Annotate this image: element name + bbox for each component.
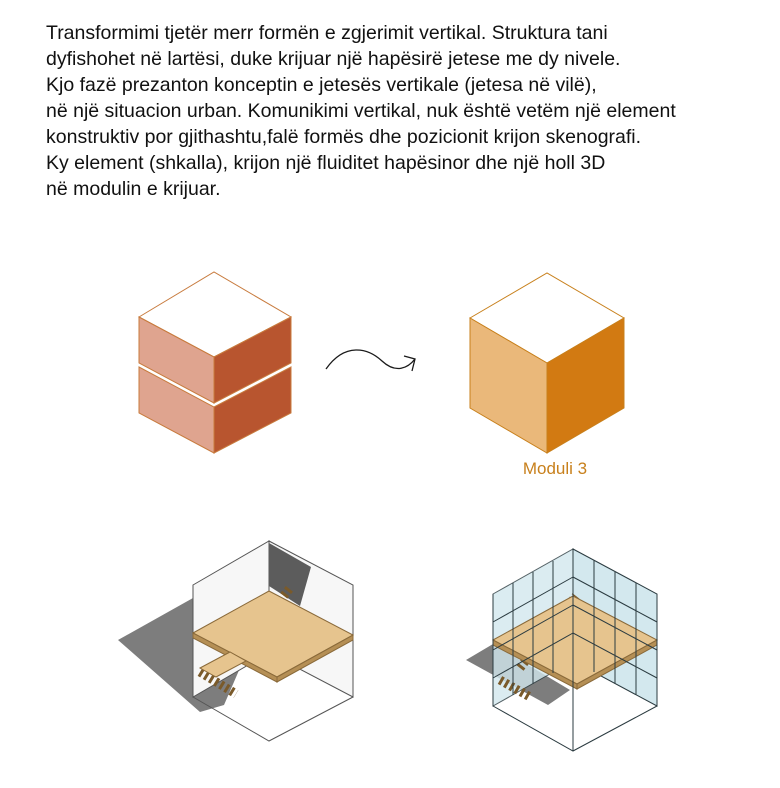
curved-arrow-icon: [326, 350, 415, 371]
stair-module-glazed: [466, 549, 657, 751]
paragraph-line: Transformimi tjetër merr formën e zgjerimit vertikal. Struktura tani: [46, 22, 608, 44]
paragraph-line: Ky element (shkalla), krijon një fluiditet hapësinor dhe një holl 3D: [46, 152, 606, 174]
split-cube-diagram: [139, 272, 291, 453]
stair-module-open: [118, 541, 353, 741]
paragraph-line: në modulin e krijuar.: [46, 178, 221, 200]
paragraph-line: në një situacion urban. Komunikimi vertikal, nuk është vetëm një element: [46, 100, 676, 122]
paragraph-line: dyfishohet në lartësi, duke krijuar një hapësirë jetese me dy nivele.: [46, 48, 621, 70]
module-caption: Moduli 3: [522, 459, 588, 478]
paragraph-line: Kjo fazë prezanton konceptin e jetesës vertikale (jetesa në vilë),: [46, 74, 597, 96]
module-3-cube: [470, 273, 624, 453]
paragraph-line: konstruktiv por gjithashtu,falë formës dhe pozicionit krijon skenografi.: [46, 126, 642, 148]
